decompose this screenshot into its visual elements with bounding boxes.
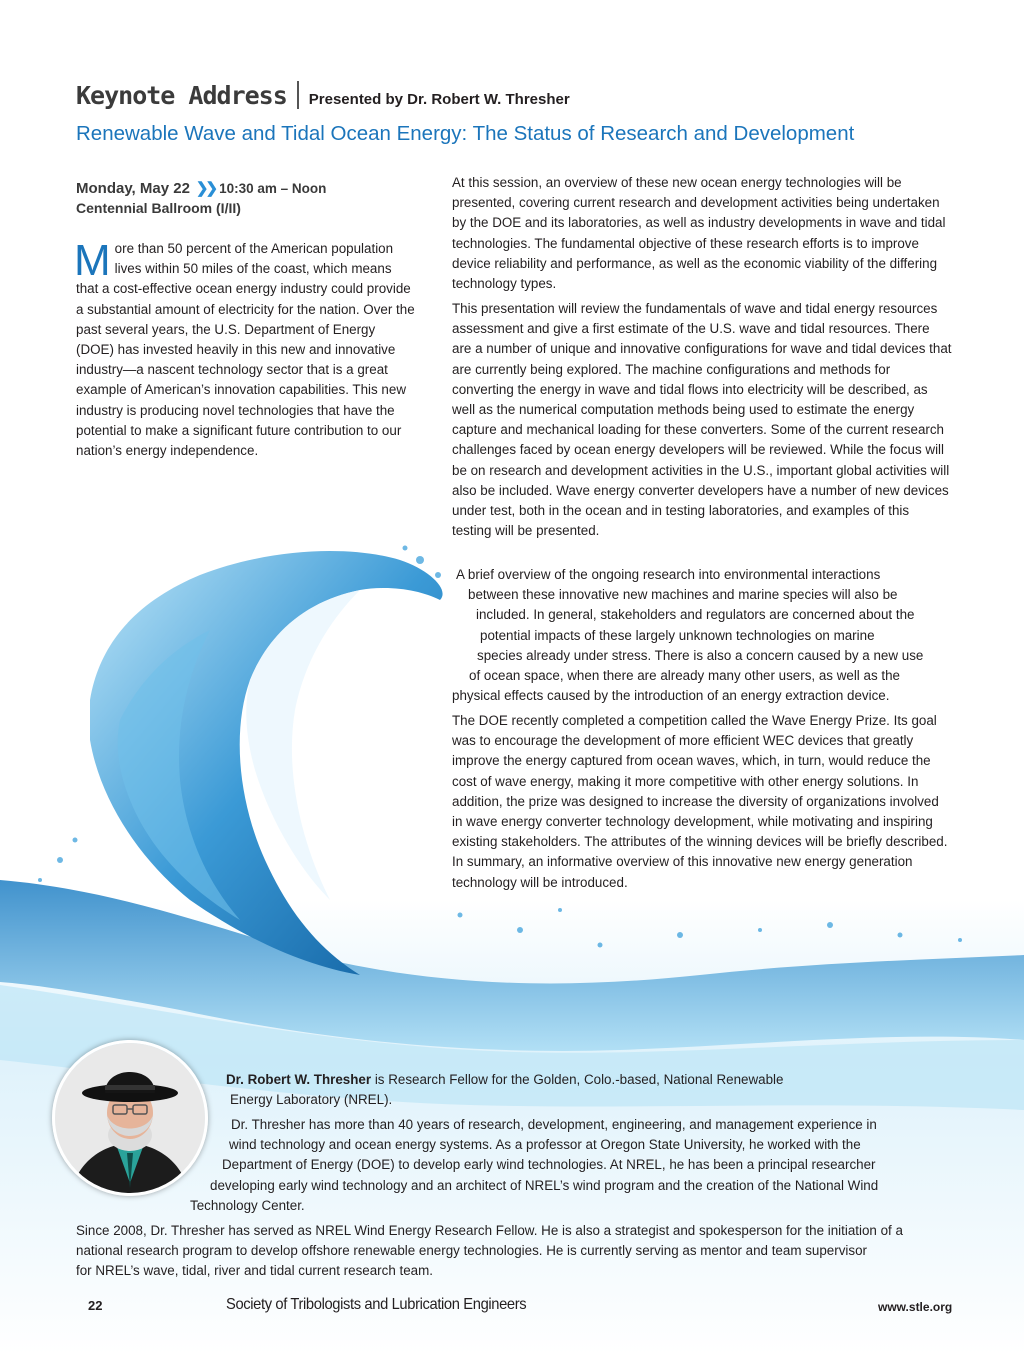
bio-paragraph-3 xyxy=(76,1221,976,1282)
body-paragraph-2 xyxy=(452,299,952,541)
session-datetime xyxy=(76,179,326,197)
body-text-2: This presentation will review the fundamentals of wave and tidal energy resources assessment and give a first estimate of the U.S. wave and tidal resources. There are a number of unique and innovative configurations for wave and tidal devices that are currently being explored. The machine configurations and methods for converting the energy in wave and tidal flows into electricity will be described, as well as the numerical computation methods being used to estimate the energy capture and mechanical loading for these converters. Some of the current research challenges faced by ocean energy developers will be reviewed. While the focus will be on research and development activities in the U.S., important global activities will also be included. Wave energy converter developers have a number of new devices under test, both in the ocean and in testing laboratories, and examples of this testing will be presented. xyxy=(452,301,952,539)
intro-paragraph xyxy=(74,236,416,461)
session-day: Monday, May 22 xyxy=(76,180,190,197)
page-number: 22 xyxy=(88,1298,103,1313)
page-title: Renewable Wave and Tidal Ocean Energy: The Status of Research and Development xyxy=(76,122,855,145)
body-text-1: At this session, an overview of these new ocean energy technologies will be presented, covering current research and development activities being undertaken by the DOE and its laboratories, as well as industry developments in wave and tidal technologies. The fundamental objective of these research efforts is to improve device reliability and performance, as well as the economic viability of the differing technology types. xyxy=(452,175,946,292)
bio-line: for NREL’s wave, tidal, river and tidal current research team. xyxy=(76,1263,433,1279)
bio-line: is Research Fellow for the Golden, Colo.-based, National Renewable xyxy=(371,1072,784,1087)
body-line: between these innovative new machines and marine species will also be xyxy=(468,587,898,603)
body-paragraph-1 xyxy=(452,173,952,294)
speaker-photo-icon xyxy=(55,1043,205,1193)
bio-line: Dr. Thresher has more than 40 years of research, development, engineering, and management experience in xyxy=(231,1117,877,1132)
footer-url-link[interactable]: www.stle.org xyxy=(878,1300,953,1314)
header-bar xyxy=(76,76,570,110)
avatar xyxy=(52,1040,208,1196)
body-line: potential impacts of these largely unknown technologies on marine xyxy=(480,627,875,643)
bio-line: Since 2008, Dr. Thresher has served as NREL Wind Energy Research Fellow. He is also a strategist and spokesperson for the initiation of a xyxy=(76,1223,903,1238)
footer-organization: Society of Tribologists and Lubrication Engineers xyxy=(226,1296,527,1313)
body-line: species already under stress. There is also a concern caused by a new use xyxy=(477,647,924,663)
body-line: A brief overview of the ongoing research into environmental interactions xyxy=(456,567,881,582)
body-text-4: The DOE recently completed a competition called the Wave Energy Prize. Its goal was to encourage the development of more efficient WEC devices that greatly improve the energy captured from ocean waves, which, in turn, would reduce the cost of wave energy, making it more competitive with other energy solutions. In addition, the prize was designed to increase the diversity of organizations involved in wave energy converter technology development, while motivating and inspiring existing stakeholders. The attributes of the winning devices will be briefly described. In summary, an informative overview of this innovative new energy generation technology will be introduced. xyxy=(452,713,948,890)
body-line: included. In general, stakeholders and regulators are concerned about the xyxy=(476,607,915,623)
bio-line: Department of Energy (DOE) to develop early wind technologies. At NREL, he has been a principal researcher xyxy=(222,1157,876,1173)
header-divider xyxy=(297,81,299,109)
bio-line: developing early wind technology and an architect of NREL’s wind program and the creation of the National Wind xyxy=(210,1177,879,1193)
body-line: of ocean space, when there are already many other users, as well as the xyxy=(469,668,900,684)
body-paragraph-4 xyxy=(452,711,952,893)
body-paragraph-3 xyxy=(452,565,972,706)
session-time: 10:30 am – Noon xyxy=(219,181,327,196)
bio-paragraph-1 xyxy=(226,1070,926,1110)
bio-line: wind technology and ocean energy systems. As a professor at Oregon State University, he worked with the xyxy=(229,1137,861,1153)
bio-line: Energy Laboratory (NREL). xyxy=(230,1092,393,1108)
bio-name: Dr. Robert W. Thresher xyxy=(226,1072,372,1087)
drop-cap: M xyxy=(74,236,111,285)
session-room: Centennial Ballroom (I/II) xyxy=(76,200,241,216)
section-label: Keynote Address xyxy=(76,81,287,110)
intro-text: ore than 50 percent of the American population lives within 50 miles of the coast, which means that a cost-effective ocean energy industry could provide a substantial amount of electricity for the nation. Over the past several years, the U.S. Department of Energy (DOE) has invested heavily in this new and innovative industry—a nascent technology sector that is a great example of American’s innovation capabilities. This new industry is producing novel technologies that have the potential to make a significant future contribution to our nation’s energy independence. xyxy=(76,241,415,459)
body-line: physical effects caused by the introduction of an energy extraction device. xyxy=(452,688,890,704)
presenter-line: Presented by Dr. Robert W. Thresher xyxy=(308,91,570,108)
bio-paragraph-2 xyxy=(190,1115,970,1216)
bio-line: Technology Center. xyxy=(190,1197,305,1213)
chevron-right-icon: ❯❯ xyxy=(195,180,216,197)
bio-line: national research program to develop offshore renewable energy technologies. He is currently serving as mentor and team supervisor xyxy=(76,1243,867,1259)
